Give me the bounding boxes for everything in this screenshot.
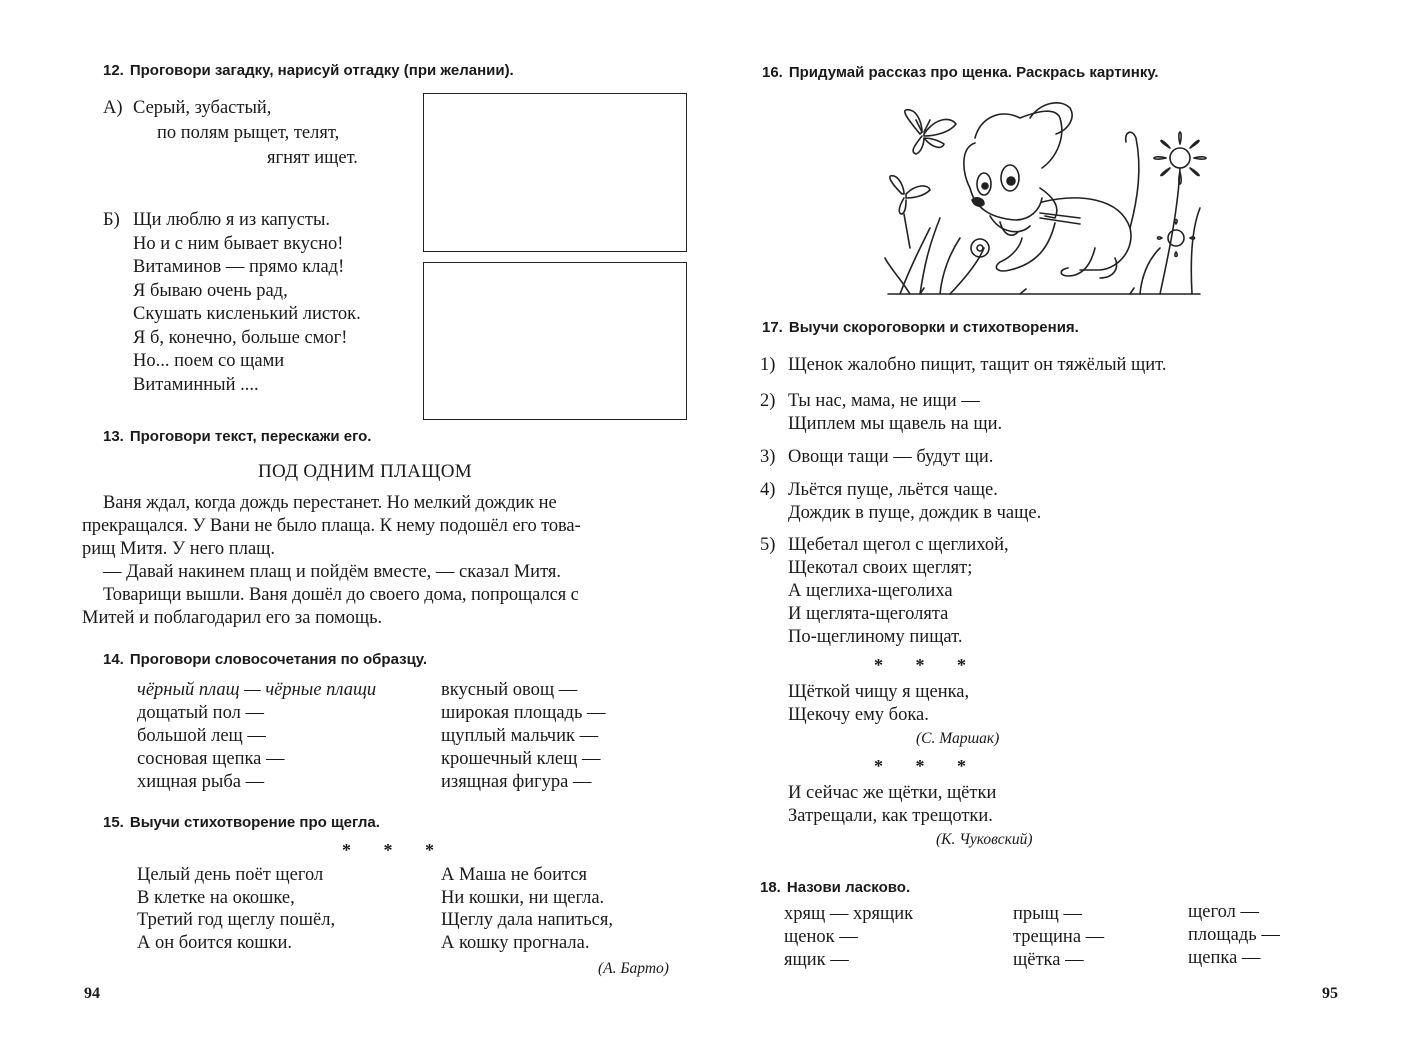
riddle-b-line: Витаминный .... bbox=[133, 374, 259, 395]
word-item: ящик — bbox=[784, 950, 849, 970]
answer-drawing-box-a[interactable] bbox=[423, 93, 687, 252]
word-item: прыщ — bbox=[1013, 904, 1082, 924]
story-line: — Давай накинем плащ и пойдём вместе, — сказал Митя. bbox=[103, 562, 562, 582]
task-text: Проговори загадку, нарисуй отгадку (при желании). bbox=[129, 62, 514, 79]
task-15-heading bbox=[103, 814, 380, 831]
phrase-item: сосновая щепка — bbox=[137, 749, 285, 769]
puppy-coloring-illustration bbox=[880, 98, 1210, 298]
riddle-b-line: Витаминов — прямо клад! bbox=[133, 257, 345, 277]
task-18-heading bbox=[760, 879, 910, 896]
task-text: Выучи скороговорки и стихотворения. bbox=[788, 319, 1079, 336]
phrases-left-column bbox=[137, 679, 376, 794]
flower-icon bbox=[1140, 132, 1206, 294]
word-item: площадь — bbox=[1188, 925, 1280, 945]
riddle-a-line: по полям рыщет, телят, bbox=[157, 123, 340, 143]
poem-line: Третий год щеглу пошёл, bbox=[137, 910, 336, 930]
poem-line: А Маша не боится bbox=[441, 865, 588, 885]
poem-line: Щеглу дала напиться, bbox=[441, 910, 614, 930]
riddle-b-line: Но и с ним бывает вкусно! bbox=[133, 233, 344, 254]
task-text: Проговори текст, перескажи его. bbox=[129, 428, 372, 445]
phrase-item: большой лещ — bbox=[137, 726, 266, 746]
tongue-twister-line: А щеглиха-щеголиха bbox=[788, 581, 953, 601]
task-13-heading bbox=[103, 428, 371, 445]
phrase-example: чёрный плащ — чёрные плащи bbox=[137, 680, 377, 700]
tongue-twister-line: Щебетал щегол с щеглихой, bbox=[788, 535, 1009, 555]
verse-separator-stars: * * * bbox=[874, 655, 980, 675]
story-line: Ваня ждал, когда дождь перестанет. Но мелкий дождик не bbox=[103, 493, 557, 513]
riddle-b-line: Я б, конечно, больше смог! bbox=[133, 327, 348, 348]
riddle-a-line: ягнят ищет. bbox=[267, 148, 358, 168]
tongue-twister-line: Ты нас, мама, не ищи — bbox=[788, 391, 980, 411]
story-line: рищ Митя. У него плащ. bbox=[82, 539, 276, 559]
verse-separator-stars: * * * bbox=[874, 756, 980, 776]
page-number-left: 94 bbox=[84, 985, 100, 1002]
tongue-twister-line: Щиплем мы щавель на щи. bbox=[788, 414, 1003, 434]
task-number: 14. bbox=[103, 651, 124, 668]
tongue-twister-line: Овощи тащи — будут щи. bbox=[788, 447, 994, 467]
task-number: 17. bbox=[762, 319, 783, 336]
tongue-twister-line: Дождик в пуще, дождик в чаще. bbox=[788, 503, 1042, 523]
tongue-twister-number: 5) bbox=[760, 535, 776, 555]
answer-drawing-box-b[interactable] bbox=[423, 262, 687, 420]
poem-right-stanza bbox=[441, 864, 613, 954]
butterfly-icon bbox=[890, 176, 930, 248]
riddle-b-line: Но... поем со щами bbox=[133, 351, 285, 371]
word-item: щенок — bbox=[784, 927, 858, 947]
task-text: Проговори словосочетания по образцу. bbox=[129, 651, 427, 668]
tongue-twister bbox=[788, 390, 1002, 436]
riddle-b-line: Скушать кисленький листок. bbox=[133, 304, 361, 324]
poem-author: (К. Чуковский) bbox=[936, 831, 1033, 848]
diminutive-column-3 bbox=[1188, 901, 1280, 970]
task-number: 18. bbox=[760, 879, 781, 896]
poem-author: (С. Маршак) bbox=[916, 730, 1000, 747]
poem-line: В клетке на окошке, bbox=[137, 887, 295, 908]
task-text: Выучи стихотворение про щегла. bbox=[129, 814, 380, 831]
page-number-right: 95 bbox=[1322, 985, 1338, 1002]
riddle-b-line: Щи люблю я из капусты. bbox=[133, 210, 331, 230]
tongue-twister-line: И щеглята-щеголята bbox=[788, 604, 949, 624]
task-number: 12. bbox=[103, 62, 124, 79]
task-number: 13. bbox=[103, 428, 124, 445]
task-14-heading bbox=[103, 651, 427, 668]
tongue-twister-line: По-щеглиному пищат. bbox=[788, 627, 963, 647]
task-12-heading bbox=[103, 62, 514, 79]
butterfly-icon bbox=[905, 110, 956, 154]
word-item: щегол — bbox=[1188, 902, 1259, 922]
word-item: хрящ — хрящик bbox=[784, 904, 914, 924]
puppy-icon bbox=[964, 103, 1139, 278]
tongue-twister-line: Щенок жалобно пищит, тащит он тяжёлый щит. bbox=[788, 355, 1167, 375]
phrase-item: крошечный клещ — bbox=[441, 749, 601, 769]
poem-line: Щёткой чищу я щенка, bbox=[788, 682, 970, 702]
task-17-heading bbox=[762, 319, 1079, 336]
riddle-b-line: Я бываю очень рад, bbox=[133, 280, 288, 301]
poem-line: И сейчас же щётки, щётки bbox=[788, 783, 997, 803]
riddle-b-label: Б) bbox=[103, 210, 120, 230]
task-text: Назови ласково. bbox=[786, 879, 911, 896]
marshak-poem bbox=[788, 681, 969, 727]
tongue-twister-line: Щекотал своих щеглят; bbox=[788, 558, 973, 578]
chukovsky-poem bbox=[788, 782, 996, 828]
phrase-item: дощатый пол — bbox=[137, 703, 264, 723]
task-number: 15. bbox=[103, 814, 124, 831]
story-line: прекращался. У Вани не было плаща. К нему подошёл его това- bbox=[82, 516, 581, 536]
tongue-twister bbox=[788, 534, 1009, 649]
poem-line: А кошку прогнала. bbox=[441, 932, 590, 953]
tongue-twister-number: 4) bbox=[760, 480, 776, 500]
diminutive-column-1 bbox=[784, 903, 913, 972]
poem-line: Щекочу ему бока. bbox=[788, 705, 929, 725]
task-text: Придумай рассказ про щенка. Раскрась картинку. bbox=[788, 64, 1159, 81]
phrases-right-column bbox=[441, 679, 606, 794]
tongue-twister-number: 1) bbox=[760, 355, 776, 375]
poem-left-stanza bbox=[137, 864, 335, 954]
phrase-item: вкусный овощ — bbox=[441, 680, 578, 700]
task-16-heading bbox=[762, 64, 1159, 81]
riddle-a-label: А) bbox=[103, 98, 123, 118]
tongue-twister-number: 2) bbox=[760, 391, 776, 411]
phrase-item: изящная фигура — bbox=[441, 772, 592, 792]
poem-line: Затрещали, как трещотки. bbox=[788, 806, 993, 826]
tongue-twister-number: 3) bbox=[760, 447, 776, 467]
poem-line: Целый день поёт щегол bbox=[137, 865, 324, 885]
story-line: Митей и поблагодарил его за помощь. bbox=[82, 608, 383, 628]
riddle-b-poem bbox=[133, 209, 361, 397]
poem-author: (А. Барто) bbox=[598, 960, 669, 977]
tongue-twister-line: Льётся пуще, льётся чаще. bbox=[788, 480, 998, 500]
story-title: ПОД ОДНИМ ПЛАЩОМ bbox=[258, 461, 472, 482]
word-item: щепка — bbox=[1188, 948, 1261, 968]
verse-separator-stars: * * * bbox=[342, 840, 448, 860]
word-item: трещина — bbox=[1013, 927, 1105, 947]
story-line: Товарищи вышли. Ваня дошёл до своего дома, попрощался с bbox=[103, 585, 579, 605]
poem-line: А он боится кошки. bbox=[137, 932, 293, 953]
phrase-item: щуплый мальчик — bbox=[441, 726, 599, 746]
riddle-a-line: Серый, зубастый, bbox=[133, 98, 272, 118]
poem-line: Ни кошки, ни щегла. bbox=[441, 887, 605, 908]
task-number: 16. bbox=[762, 64, 783, 81]
phrase-item: широкая площадь — bbox=[441, 703, 606, 723]
phrase-item: хищная рыба — bbox=[137, 772, 265, 792]
word-item: щётка — bbox=[1013, 950, 1084, 970]
diminutive-column-2 bbox=[1013, 903, 1104, 972]
tongue-twister bbox=[788, 479, 1041, 525]
